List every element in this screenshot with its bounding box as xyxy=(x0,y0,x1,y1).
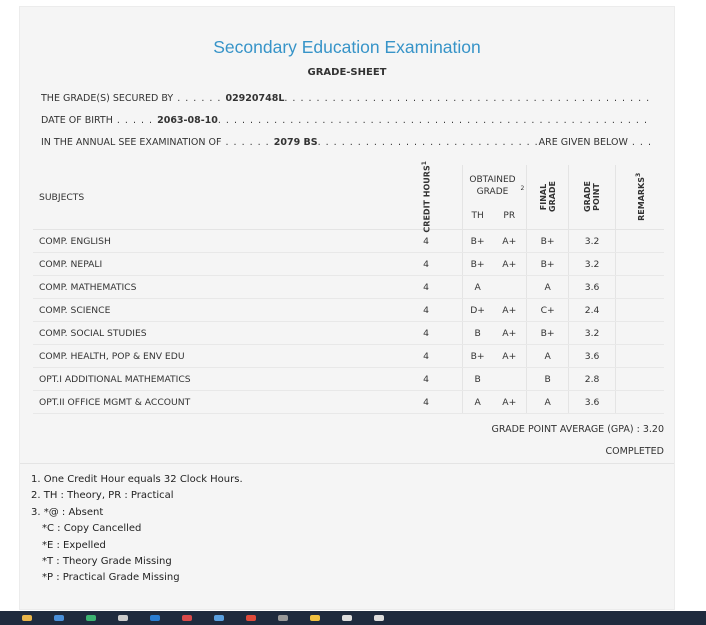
table-row xyxy=(33,368,664,391)
theory-grade-cell: B xyxy=(462,322,492,345)
app-icon[interactable] xyxy=(22,615,32,621)
subject-cell: OPT.II OFFICE MGMT & ACCOUNT xyxy=(33,391,390,414)
practical-grade-cell xyxy=(492,276,526,299)
app-icon[interactable] xyxy=(86,615,96,621)
final-grade-cell: B xyxy=(527,368,569,391)
grade-sheet xyxy=(19,6,675,610)
dob-label: DATE OF BIRTH xyxy=(41,115,113,126)
footnote-expelled: *E : Expelled xyxy=(42,539,106,551)
footnote-theory-missing: *T : Theory Grade Missing xyxy=(42,556,172,568)
final-grade-cell: C+ xyxy=(527,299,569,322)
dob-line: DATE OF BIRTH . . . . . 2063-08-10 . . . xyxy=(41,112,652,126)
practical-grade-cell xyxy=(492,368,526,391)
practical-grade-cell: A+ xyxy=(492,345,526,368)
app-icon[interactable] xyxy=(278,615,288,621)
credit-cell: 4 xyxy=(390,368,462,391)
grades-table xyxy=(33,160,664,414)
grade-point-cell: 3.2 xyxy=(569,322,616,345)
practical-grade-cell: A+ xyxy=(492,322,526,345)
app-icon[interactable] xyxy=(374,615,384,621)
app-icon[interactable] xyxy=(118,615,128,621)
theory-grade-cell: B+ xyxy=(462,230,492,253)
table-row xyxy=(33,253,664,276)
dob-value: 2063-08-10 xyxy=(157,115,218,126)
remarks-cell xyxy=(615,345,664,368)
remarks-cell xyxy=(615,368,664,391)
grade-point-cell: 3.2 xyxy=(569,253,616,276)
practical-grade-cell: A+ xyxy=(492,299,526,322)
remarks-header: REMARKS$^3$ xyxy=(615,165,664,230)
app-icon[interactable] xyxy=(342,615,352,621)
footnote-practical-missing: *P : Practical Grade Missing xyxy=(42,572,180,584)
grade-point-cell: 3.6 xyxy=(569,391,616,414)
theory-grade-cell: A xyxy=(462,391,492,414)
credit-hours-header: CREDIT HOURS$^1$ xyxy=(390,165,462,230)
notes-divider xyxy=(20,463,674,464)
symbol-number: 02920748L xyxy=(225,93,285,104)
remarks-cell xyxy=(615,276,664,299)
exam-label: IN THE ANNUAL SEE EXAMINATION OF xyxy=(41,137,222,148)
grade-point-header: GRADE POINT xyxy=(569,165,616,230)
footnote-1: 1. One Credit Hour equals 32 Clock Hours. xyxy=(31,474,243,485)
theory-grade-cell: A xyxy=(462,276,492,299)
exam-line: IN THE ANNUAL SEE EXAMINATION OF . . . . . . 2079 BS . . . ARE GIVEN BELOW . . . xyxy=(41,134,652,148)
app-icon[interactable] xyxy=(150,615,160,621)
secured-by-line: THE GRADE(S) SECURED BY . . . . . . 02920748L . . . xyxy=(41,90,652,104)
final-grade-cell: A xyxy=(527,391,569,414)
sheet-subtitle: GRADE-SHEET xyxy=(307,67,387,78)
table-row xyxy=(33,299,664,322)
practical-grade-cell: A+ xyxy=(492,253,526,276)
credit-cell: 4 xyxy=(390,322,462,345)
app-icon[interactable] xyxy=(182,615,192,621)
page-title: Secondary Education Examination xyxy=(213,37,481,57)
table-row xyxy=(33,276,664,299)
credit-cell: 4 xyxy=(390,345,462,368)
credit-cell: 4 xyxy=(390,391,462,414)
secured-by-label: THE GRADE(S) SECURED BY xyxy=(41,93,174,104)
footnote-3: 3. *@ : Absent xyxy=(31,506,104,518)
remarks-cell xyxy=(615,391,664,414)
footnote-copy-cancelled: *C : Copy Cancelled xyxy=(42,523,142,535)
remarks-cell xyxy=(615,230,664,253)
table-row xyxy=(33,322,664,345)
grade-point-cell: 3.2 xyxy=(569,230,616,253)
subject-cell: COMP. SOCIAL STUDIES xyxy=(33,322,390,345)
table-header-row xyxy=(33,165,664,204)
credit-cell: 4 xyxy=(390,253,462,276)
credit-cell: 4 xyxy=(390,299,462,322)
app-icon[interactable] xyxy=(310,615,320,621)
theory-grade-cell: B+ xyxy=(462,345,492,368)
final-grade-cell: B+ xyxy=(527,230,569,253)
credit-cell: 4 xyxy=(390,276,462,299)
final-grade-cell: A xyxy=(527,345,569,368)
practical-grade-cell: A+ xyxy=(492,391,526,414)
table-row xyxy=(33,345,664,368)
footnote-2: 2. TH : Theory, PR : Practical xyxy=(31,490,174,502)
remarks-cell xyxy=(615,299,664,322)
subject-cell: COMP. ENGLISH xyxy=(33,230,390,253)
theory-grade-cell: D+ xyxy=(462,299,492,322)
remarks-cell xyxy=(615,253,664,276)
final-grade-cell: A xyxy=(527,276,569,299)
practical-grade-cell: A+ xyxy=(492,230,526,253)
app-icon[interactable] xyxy=(54,615,64,621)
final-grade-header: FINAL GRADE xyxy=(527,165,569,230)
exam-year: 2079 BS xyxy=(273,137,318,148)
os-taskbar xyxy=(0,611,706,625)
subject-cell: COMP. SCIENCE xyxy=(33,299,390,322)
obtained-grade-header: OBTAINED GRADE $^2$ xyxy=(462,165,526,204)
subject-cell: OPT.I ADDITIONAL MATHEMATICS xyxy=(33,368,390,391)
grade-point-cell: 2.8 xyxy=(569,368,616,391)
subjects-header: SUBJECTS xyxy=(33,165,390,230)
status-label: COMPLETED xyxy=(605,446,664,457)
grade-point-cell: 3.6 xyxy=(569,276,616,299)
credit-cell: 4 xyxy=(390,230,462,253)
grade-point-cell: 2.4 xyxy=(569,299,616,322)
th-header: TH xyxy=(462,204,492,230)
app-icon[interactable] xyxy=(246,615,256,621)
final-grade-cell: B+ xyxy=(527,253,569,276)
grade-point-cell: 3.6 xyxy=(569,345,616,368)
theory-grade-cell: B+ xyxy=(462,253,492,276)
remarks-cell xyxy=(615,322,664,345)
table-row xyxy=(33,230,664,253)
app-icon[interactable] xyxy=(214,615,224,621)
subject-cell: COMP. HEALTH, POP & ENV EDU xyxy=(33,345,390,368)
given-below-label: ARE GIVEN BELOW xyxy=(538,137,628,148)
theory-grade-cell: B xyxy=(462,368,492,391)
pr-header: PR xyxy=(492,204,526,230)
footnotes xyxy=(31,472,243,587)
subject-cell: COMP. MATHEMATICS xyxy=(33,276,390,299)
gpa-summary: GRADE POINT AVERAGE (GPA) : 3.20 xyxy=(491,424,664,435)
final-grade-cell: B+ xyxy=(527,322,569,345)
subject-cell: COMP. NEPALI xyxy=(33,253,390,276)
table-row xyxy=(33,391,664,414)
